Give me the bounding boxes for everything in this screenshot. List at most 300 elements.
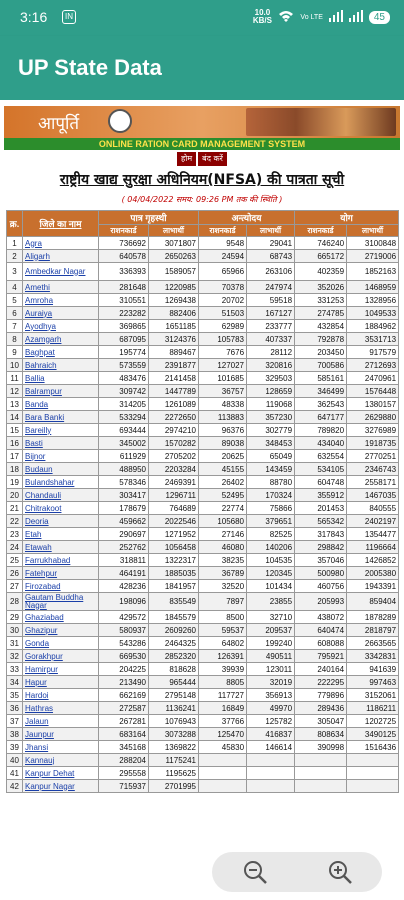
row-value: 432854 [295,320,347,333]
row-value: 1056458 [149,541,199,554]
row-value: 117727 [199,689,247,702]
district-link[interactable]: Firozabad [23,580,99,593]
row-value: 534105 [295,463,347,476]
network-speed: 10.0 KB/S [252,8,272,25]
row-value: 640578 [99,250,149,263]
row-value: 45155 [199,463,247,476]
table-row [7,780,399,793]
row-value: 267281 [99,715,149,728]
row-value: 32710 [247,611,295,624]
district-link[interactable]: Hapur [23,676,99,689]
row-value: 38235 [199,554,247,567]
table-row [7,411,399,424]
volte-icon: Vo LTE [300,13,323,21]
district-link[interactable]: Bahraich [23,359,99,372]
row-value: 669530 [99,650,149,663]
row-value [295,767,347,780]
district-link[interactable]: Budaun [23,463,99,476]
row-value: 369865 [99,320,149,333]
row-value: 213490 [99,676,149,689]
row-value: 490511 [247,650,295,663]
district-link[interactable]: Balrampur [23,385,99,398]
district-link[interactable]: Ballia [23,372,99,385]
row-value: 140206 [247,541,295,554]
row-value: 792878 [295,333,347,346]
row-value: 303417 [99,489,149,502]
row-value: 49970 [247,702,295,715]
row-value: 736692 [99,237,149,250]
row-value: 438072 [295,611,347,624]
row-value: 1195625 [149,767,199,780]
row-value: 3490125 [347,728,399,741]
row-value: 263106 [247,263,295,281]
row-value: 59537 [199,624,247,637]
row-serial: 3 [7,263,23,281]
row-serial: 4 [7,281,23,294]
row-value: 356913 [247,689,295,702]
row-value: 39939 [199,663,247,676]
row-value: 9548 [199,237,247,250]
row-value: 120345 [247,567,295,580]
row-value: 52495 [199,489,247,502]
row-value: 105680 [199,515,247,528]
row-value: 305047 [295,715,347,728]
row-serial: 40 [7,754,23,767]
row-value: 252762 [99,541,149,554]
row-value: 488950 [99,463,149,476]
row-value: 2402197 [347,515,399,528]
row-serial: 6 [7,307,23,320]
district-link[interactable]: Aligarh [23,250,99,263]
row-value: 460756 [295,580,347,593]
row-value: 573559 [99,359,149,372]
row-value: 1186211 [347,702,399,715]
row-value: 3071807 [149,237,199,250]
table-row [7,754,399,767]
district-link[interactable]: Bara Banki [23,411,99,424]
table-row [7,294,399,307]
row-value: 764689 [149,502,199,515]
row-value: 840555 [347,502,399,515]
row-value: 3073288 [149,728,199,741]
district-link[interactable]: Ayodhya [23,320,99,333]
row-value: 127027 [199,359,247,372]
row-value: 693444 [99,424,149,437]
row-value: 352026 [295,281,347,294]
district-link[interactable]: Kanpur Dehat [23,767,99,780]
row-value: 272587 [99,702,149,715]
row-value: 1049533 [347,307,399,320]
row-value: 1943391 [347,580,399,593]
row-value: 2470961 [347,372,399,385]
row-value: 2609260 [149,624,199,637]
sn-header: क्र. [7,211,23,237]
row-value: 170324 [247,489,295,502]
row-value: 1918735 [347,437,399,450]
row-value: 687095 [99,333,149,346]
row-value: 543286 [99,637,149,650]
row-value: 1220985 [149,281,199,294]
row-value: 348453 [247,437,295,450]
district-link[interactable]: Banda [23,398,99,411]
row-value: 1570282 [149,437,199,450]
district-link[interactable]: Kanpur Nagar [23,780,99,793]
row-value: 2464325 [149,637,199,650]
date-note: ( 04/04/2022 समय: 09:26 PM तक की स्थिति ) [121,195,283,204]
district-link[interactable]: Agra [23,237,99,250]
table-row [7,741,399,754]
district-link[interactable]: Bareilly [23,424,99,437]
row-value: 390998 [295,741,347,754]
row-value: 2203284 [149,463,199,476]
row-value: 298842 [295,541,347,554]
row-value: 459662 [99,515,149,528]
district-link[interactable]: Bulandshahar [23,476,99,489]
row-serial: 25 [7,554,23,567]
row-value: 28112 [247,346,295,359]
table-row [7,385,399,398]
row-value: 640474 [295,624,347,637]
row-value: 247974 [247,281,295,294]
row-value: 46080 [199,541,247,554]
row-value: 317843 [295,528,347,541]
row-serial: 12 [7,385,23,398]
table-row [7,554,399,567]
district-link[interactable]: Chitrakoot [23,502,99,515]
row-value: 203450 [295,346,347,359]
app-title: UP State Data [18,55,162,80]
row-value: 1841957 [149,580,199,593]
row-serial: 29 [7,611,23,624]
row-value: 795921 [295,650,347,663]
row-value: 1076943 [149,715,199,728]
row-value: 1202725 [347,715,399,728]
table-row [7,502,399,515]
row-value: 2650263 [149,250,199,263]
row-serial: 15 [7,424,23,437]
table-row [7,263,399,281]
row-value: 2558171 [347,476,399,489]
row-value: 789820 [295,424,347,437]
system-strip: ONLINE RATION CARD MANAGEMENT SYSTEM [4,138,400,150]
row-value: 1354477 [347,528,399,541]
row-serial: 9 [7,346,23,359]
row-serial: 17 [7,450,23,463]
row-value: 318811 [99,554,149,567]
row-value: 434040 [295,437,347,450]
row-value: 2705202 [149,450,199,463]
row-value: 51503 [199,307,247,320]
table-row [7,515,399,528]
row-value: 1845579 [149,611,199,624]
district-link[interactable]: Ghaziabad [23,611,99,624]
row-value: 608088 [295,637,347,650]
row-value: 309742 [99,385,149,398]
district-link[interactable]: Etah [23,528,99,541]
district-link[interactable]: Farrukhabad [23,554,99,567]
row-value: 647177 [295,411,347,424]
district-link[interactable]: Jhansi [23,741,99,754]
district-link[interactable]: Ghazipur [23,624,99,637]
row-value: 428236 [99,580,149,593]
row-serial: 5 [7,294,23,307]
row-value: 36757 [199,385,247,398]
district-link[interactable]: Hardoi [23,689,99,702]
group-header: योग [295,211,399,225]
district-link[interactable]: Gautam Buddha Nagar [23,593,99,611]
row-value: 223282 [99,307,149,320]
row-value: 104535 [247,554,295,567]
row-value: 2852320 [149,650,199,663]
district-link[interactable]: Amroha [23,294,99,307]
row-value: 1369822 [149,741,199,754]
row-value: 36789 [199,567,247,580]
row-value [199,767,247,780]
row-value: 1852163 [347,263,399,281]
status-icons [252,9,390,25]
row-serial: 35 [7,689,23,702]
row-value: 818628 [149,663,199,676]
row-serial: 11 [7,372,23,385]
row-value: 75866 [247,502,295,515]
row-value: 23855 [247,593,295,611]
row-value: 779896 [295,689,347,702]
row-value: 320816 [247,359,295,372]
row-value: 362543 [295,398,347,411]
district-link[interactable]: Bijnor [23,450,99,463]
table-row [7,320,399,333]
district-link[interactable]: Hathras [23,702,99,715]
sub-header: राशनकार्ड [99,225,149,237]
row-value: 32520 [199,580,247,593]
row-value: 1269438 [149,294,199,307]
row-value: 808634 [295,728,347,741]
zoom-controls [212,852,382,892]
sim-icon: IN [62,10,76,24]
row-value: 1467035 [347,489,399,502]
district-link[interactable]: Etawah [23,541,99,554]
district-link[interactable]: Ambedkar Nagar [23,263,99,281]
district-link[interactable]: Auraiya [23,307,99,320]
row-value: 3124376 [149,333,199,346]
row-value: 585161 [295,372,347,385]
row-value: 2663565 [347,637,399,650]
row-value: 2770251 [347,450,399,463]
nfsa-table [6,210,399,793]
row-value: 1328956 [347,294,399,307]
row-value: 1322317 [149,554,199,567]
table-row [7,663,399,676]
banner-photo [246,108,396,136]
row-value: 64802 [199,637,247,650]
district-link[interactable]: Azamgarh [23,333,99,346]
district-link[interactable]: Chandauli [23,489,99,502]
row-value [247,780,295,793]
row-value: 7897 [199,593,247,611]
row-value: 2005380 [347,567,399,580]
row-value: 329503 [247,372,295,385]
row-value: 125470 [199,728,247,741]
row-serial: 7 [7,320,23,333]
sub-header: राशनकार्ड [295,225,347,237]
row-serial: 21 [7,502,23,515]
table-row [7,463,399,476]
district-header: जिले का नाम [23,211,99,237]
table-row [7,476,399,489]
group-header: पात्र गृहस्थी [99,211,199,225]
table-row [7,333,399,346]
row-value: 123011 [247,663,295,676]
table-row [7,624,399,637]
row-value: 1136241 [149,702,199,715]
row-value: 16849 [199,702,247,715]
row-value: 402359 [295,263,347,281]
row-value: 167127 [247,307,295,320]
row-value: 3152061 [347,689,399,702]
sub-header: लाभार्थी [247,225,295,237]
table-row [7,567,399,580]
row-value: 3531713 [347,333,399,346]
table-row [7,281,399,294]
row-value: 290697 [99,528,149,541]
status-bar [0,0,404,36]
district-link[interactable]: Kannauj [23,754,99,767]
district-link[interactable]: Deoria [23,515,99,528]
district-link[interactable]: Gorakhpur [23,650,99,663]
row-value: 105783 [199,333,247,346]
row-value: 68743 [247,250,295,263]
row-value: 20625 [199,450,247,463]
page-title: राष्ट्रीय खाद्य सुरक्षा अधिनियम(NFSA) की पात्रता सूची [59,172,345,188]
table-row [7,372,399,385]
row-serial: 33 [7,663,23,676]
signal-icon [329,10,343,25]
row-value: 357230 [247,411,295,424]
zoom-out-icon[interactable] [241,858,269,886]
row-serial: 20 [7,489,23,502]
row-value: 889467 [149,346,199,359]
row-value [295,780,347,793]
row-value: 2974210 [149,424,199,437]
row-serial: 8 [7,333,23,346]
row-value: 82525 [247,528,295,541]
row-value: 1196664 [347,541,399,554]
table-row [7,450,399,463]
table-row [7,715,399,728]
zoom-in-icon[interactable] [326,858,354,886]
row-value: 1576448 [347,385,399,398]
table-row [7,437,399,450]
table-row [7,359,399,372]
row-value: 2141458 [149,372,199,385]
row-value: 1589057 [149,263,199,281]
row-value: 314205 [99,398,149,411]
row-value: 336393 [99,263,149,281]
row-value [247,754,295,767]
row-serial: 27 [7,580,23,593]
row-value: 355912 [295,489,347,502]
row-value: 917579 [347,346,399,359]
status-time: 3:16 [20,9,48,25]
table-row [7,689,399,702]
row-value: 1271952 [149,528,199,541]
row-value: 178679 [99,502,149,515]
row-value: 662169 [99,689,149,702]
district-link[interactable]: Hamirpur [23,663,99,676]
row-serial: 13 [7,398,23,411]
row-value: 379651 [247,515,295,528]
row-value: 119068 [247,398,295,411]
table-row [7,250,399,263]
row-value: 3276989 [347,424,399,437]
row-value: 1884962 [347,320,399,333]
row-value: 240164 [295,663,347,676]
sub-header: लाभार्थी [347,225,399,237]
row-value: 125782 [247,715,295,728]
home-button[interactable]: होम [177,152,196,166]
row-value: 7676 [199,346,247,359]
district-link[interactable]: Baghpat [23,346,99,359]
row-value: 632554 [295,450,347,463]
row-value: 45830 [199,741,247,754]
table-row [7,637,399,650]
table-row [7,650,399,663]
district-link[interactable]: Jaunpur [23,728,99,741]
row-value: 101434 [247,580,295,593]
row-value: 274785 [295,307,347,320]
row-value: 2712693 [347,359,399,372]
row-value: 32019 [247,676,295,689]
row-value: 2391877 [149,359,199,372]
row-value: 533294 [99,411,149,424]
row-value: 65049 [247,450,295,463]
row-value: 859404 [347,593,399,611]
district-link[interactable]: Basti [23,437,99,450]
row-value: 3342831 [347,650,399,663]
row-value: 1380157 [347,398,399,411]
close-button[interactable]: बंद करें [198,152,227,166]
row-value: 204225 [99,663,149,676]
table-row [7,767,399,780]
row-value: 2719006 [347,250,399,263]
nav-buttons [0,152,404,166]
row-serial: 32 [7,650,23,663]
row-value: 1885035 [149,567,199,580]
webview[interactable] [0,100,404,900]
row-serial: 41 [7,767,23,780]
district-link[interactable]: Jalaun [23,715,99,728]
table-row [7,593,399,611]
sub-header: लाभार्थी [149,225,199,237]
district-link[interactable]: Fatehpur [23,567,99,580]
row-value: 429572 [99,611,149,624]
row-value: 198096 [99,593,149,611]
table-row [7,728,399,741]
sub-header: राशनकार्ड [199,225,247,237]
district-link[interactable]: Amethi [23,281,99,294]
row-value: 1651185 [149,320,199,333]
row-serial: 37 [7,715,23,728]
row-serial: 22 [7,515,23,528]
row-value: 565342 [295,515,347,528]
row-value: 2469391 [149,476,199,489]
row-value: 715937 [99,780,149,793]
row-value: 1878289 [347,611,399,624]
row-value: 1175241 [149,754,199,767]
table-row [7,528,399,541]
district-link[interactable]: Gonda [23,637,99,650]
row-serial: 42 [7,780,23,793]
